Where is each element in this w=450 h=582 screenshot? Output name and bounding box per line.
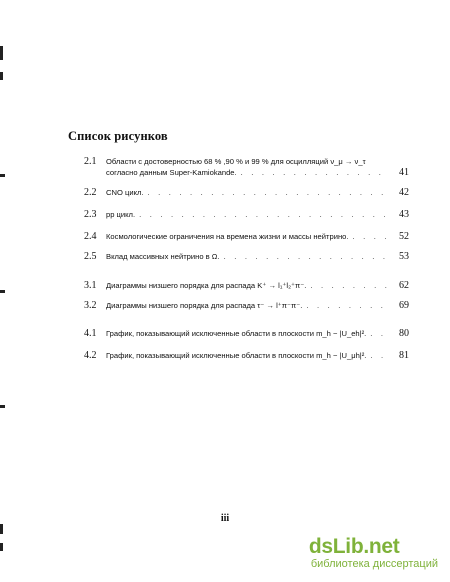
toc-entry-page: 81 [399, 350, 409, 361]
toc-entry-number: 2.1 [84, 156, 97, 167]
toc-entry-page: 80 [399, 328, 409, 339]
watermark-logo: dsLib.net [308, 535, 400, 558]
toc-entry-text: Диаграммы низшего порядка для распада K⁺ → l₁⁺l₂⁺π⁻. [106, 281, 307, 290]
toc-entry-text: CNO цикл. [106, 188, 144, 197]
toc-entry-page: 53 [399, 251, 409, 262]
toc-entry-page: 62 [399, 280, 409, 291]
toc-entry-number: 2.4 [84, 231, 97, 242]
toc-entry-text: Области с достоверностью 68 % ,90 % и 99 % для осцилляций ν_μ → ν_τ [106, 157, 366, 166]
toc-entry-text: Вклад массивных нейтрино в Ω. [106, 252, 220, 261]
toc-entry-number: 2.3 [84, 209, 97, 220]
toc-leader-dots [139, 209, 387, 220]
toc-entry-number: 3.1 [84, 280, 97, 291]
scan-edge-mark [0, 174, 5, 177]
toc-entry-number: 4.2 [84, 350, 97, 361]
toc-entry-text: График, показывающий исключенные области в плоскости m_h − |U_μh|². [106, 351, 367, 360]
toc-entry-page: 41 [399, 167, 409, 178]
toc-leader-dots [310, 280, 387, 291]
toc-entry-number: 2.2 [84, 187, 97, 198]
watermark-subtitle: библиотека диссертаций [310, 558, 438, 570]
scan-edge-mark [0, 290, 5, 293]
toc-entry-page: 52 [399, 231, 409, 242]
toc-leader-dots [241, 167, 387, 178]
toc-leader-dots [352, 231, 387, 242]
scan-edge-mark [0, 405, 5, 408]
toc-leader-dots [370, 328, 387, 339]
scan-edge-mark [0, 524, 3, 534]
toc-entry-number: 3.2 [84, 300, 97, 311]
toc-leader-dots [224, 251, 387, 262]
scan-edge-mark [0, 46, 3, 60]
toc-entry-page: 43 [399, 209, 409, 220]
scan-edge-mark [0, 72, 3, 80]
toc-leader-dots [148, 187, 387, 198]
page-title: Список рисунков [68, 129, 168, 143]
toc-entry-text: Космологические ограничения на времена жизни и массы нейтрино. [106, 232, 349, 241]
watermark[interactable] [309, 536, 438, 571]
toc-entry-page: 42 [399, 187, 409, 198]
toc-entry-text: График, показывающий исключенные области в плоскости m_h − |U_eh|². [106, 329, 367, 338]
toc-entry-number: 4.1 [84, 328, 97, 339]
page-number: iii [220, 513, 230, 524]
toc-entry-text: Диаграммы низшего порядка для распада τ⁻ → l⁺π⁻π⁻. [106, 301, 303, 310]
toc-entry-text: согласно данным Super-Kamiokande. [106, 168, 237, 177]
toc-leader-dots [306, 300, 387, 311]
toc-entry-page: 69 [399, 300, 409, 311]
toc-entry-number: 2.5 [84, 251, 97, 262]
toc-leader-dots [370, 350, 387, 361]
scan-edge-mark [0, 543, 3, 551]
toc-entry-text: pp цикл. [106, 210, 136, 219]
